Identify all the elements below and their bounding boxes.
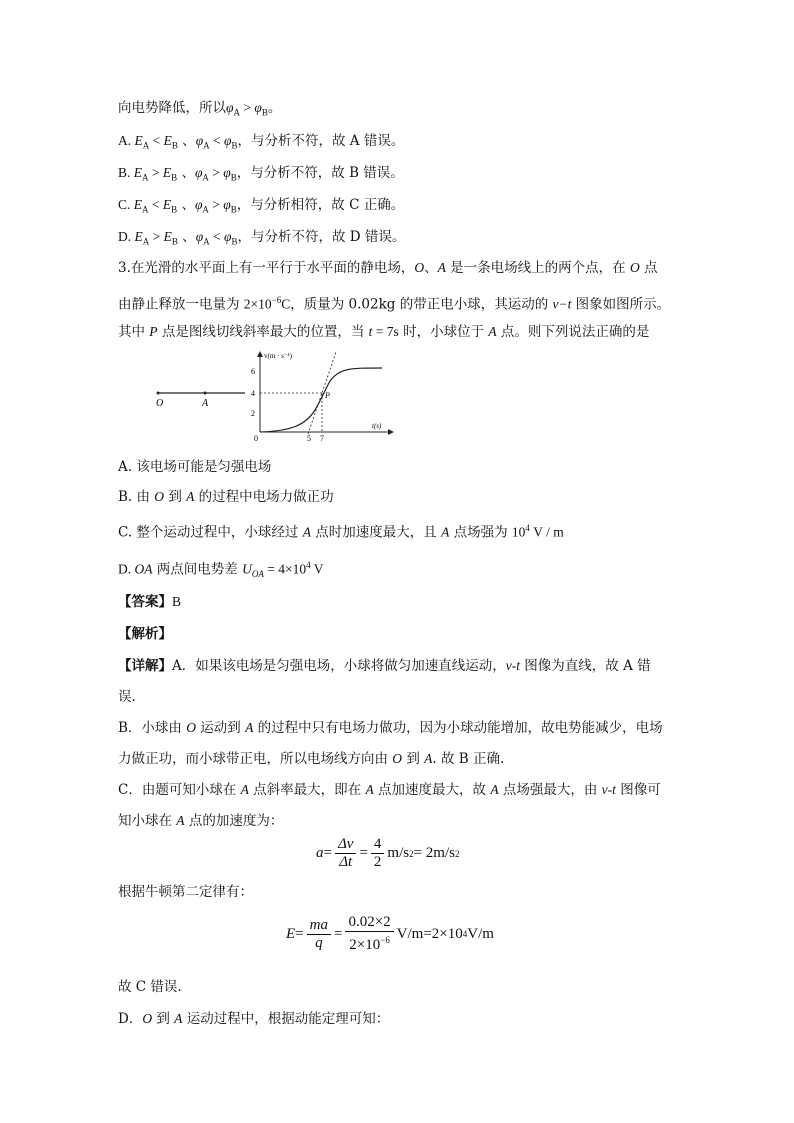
y-tick: 6: [251, 367, 255, 376]
point-label: O: [142, 1011, 153, 1026]
x-tick: 5: [307, 434, 311, 443]
question-line-3: [118, 322, 649, 342]
operator: =: [359, 845, 368, 861]
option-a: [118, 457, 271, 477]
value: = 7s: [372, 324, 399, 339]
text: 知小球在: [118, 813, 177, 829]
label-a: A: [202, 398, 209, 409]
point-label: A: [174, 1011, 183, 1026]
point-label: O: [392, 751, 403, 766]
prev-option-c: [118, 195, 404, 220]
prev-option-d: [118, 227, 405, 252]
point-label: OA: [134, 561, 153, 577]
subscript: B: [231, 140, 238, 151]
text: D．: [118, 1011, 143, 1027]
subscript: B: [230, 172, 237, 183]
subscript: A: [142, 172, 149, 183]
operator: >: [208, 197, 224, 212]
subscript: A: [202, 204, 209, 215]
text: . 故 B 正确.: [432, 751, 505, 767]
unit: C: [281, 296, 291, 312]
operator: >: [148, 165, 163, 180]
E-symbol: E: [163, 229, 172, 244]
denominator: Δt: [339, 854, 353, 870]
vt-label: v-t: [601, 782, 616, 797]
point-label: A: [240, 782, 249, 797]
charge-value: 2×10: [243, 296, 272, 312]
eq-symbol: a: [316, 845, 324, 861]
label: A.: [118, 133, 135, 148]
unit: V: [310, 561, 324, 577]
answer-line: [118, 592, 181, 612]
detail-line-d: [118, 1009, 389, 1029]
exponent: 2: [409, 848, 414, 859]
question-figure: [150, 348, 400, 448]
value: = 4×10: [263, 561, 307, 577]
option-c: [118, 518, 564, 543]
point-a-dot: [204, 392, 207, 395]
y-tick: 2: [251, 409, 255, 418]
exponent: −6: [380, 935, 390, 945]
point-label: A: [365, 782, 374, 797]
text: 点场强最大，由: [498, 782, 602, 798]
text: 点的加速度为：: [184, 813, 284, 829]
denominator: [346, 932, 393, 954]
point-label: O: [186, 720, 196, 735]
point-p-label: P: [325, 391, 330, 400]
x-axis-arrow: [388, 429, 394, 435]
newton-line: [118, 882, 253, 902]
E-symbol: E: [162, 165, 172, 180]
operator: <: [148, 197, 163, 212]
vt-label: v−t: [552, 296, 572, 312]
exponent: 4: [462, 929, 468, 939]
option-d: [118, 555, 323, 584]
text: 故 C 错误.: [118, 979, 182, 995]
detail-line-4: [118, 749, 504, 769]
text: 其中: [118, 324, 150, 340]
text: ，与分析相符，故 C 正确。: [236, 197, 405, 213]
option-b: [118, 487, 334, 507]
label: D.: [118, 561, 135, 577]
text: 、: [424, 260, 438, 276]
conclusion-c: [118, 977, 182, 997]
value: = 2m/s: [413, 845, 455, 861]
text: 运动过程中，根据动能定理可知：: [182, 1011, 390, 1027]
text: ，与分析不符，故 D 错误。: [237, 229, 406, 245]
phi-symbol: φ: [194, 165, 203, 180]
point-label: A: [302, 524, 311, 540]
subscript: B: [171, 236, 178, 247]
y-axis-label: v(m · s⁻¹): [264, 352, 292, 360]
label: B.: [118, 165, 134, 180]
subscript: B: [231, 236, 238, 247]
point-label: A: [245, 720, 254, 735]
point-label: A: [176, 813, 185, 828]
text: 图象如图所示。: [571, 296, 671, 313]
exponent: −6: [271, 295, 282, 305]
label: C.: [118, 197, 134, 212]
subscript: A: [142, 140, 150, 151]
phi-symbol: φ: [223, 165, 231, 180]
text: 点时加速度最大，且: [310, 524, 442, 541]
phi-symbol: φ: [223, 197, 231, 212]
question-line-1: [118, 258, 658, 278]
acceleration-equation: [316, 836, 459, 871]
point-o-dot: [157, 392, 160, 395]
point-label: A: [424, 751, 433, 766]
operator: =: [323, 845, 332, 861]
analysis-heading: [118, 624, 172, 644]
y-tick: 4: [251, 389, 255, 398]
text: 到: [402, 751, 425, 767]
fraction: [371, 836, 385, 871]
numerator: ma: [307, 917, 331, 935]
exponent: 2: [454, 848, 460, 859]
unit: m/s: [387, 845, 410, 861]
analysis-label: 【解析】: [118, 626, 172, 642]
detail-label: 【详解】: [118, 658, 172, 674]
x-axis-label: t(s): [372, 422, 382, 430]
phi-symbol: φ: [224, 133, 232, 148]
prev-option-a: [118, 131, 404, 156]
text: ，质量为 0.02kg 的带正电小球，其运动的: [290, 296, 553, 313]
text: A．如果该电场是匀强电场，小球将做匀加速直线运动，: [172, 658, 506, 674]
x-tick: 7: [320, 434, 324, 443]
operator: >: [208, 165, 224, 180]
text: 由静止释放一电量为: [118, 296, 244, 313]
text: C. 整个运动过程中，小球经过: [118, 524, 303, 541]
exponent: 4: [525, 523, 530, 533]
E-symbol: E: [163, 133, 172, 148]
text: ，与分析不符，故 B 错误。: [236, 165, 404, 181]
detail-line-2: [118, 687, 136, 707]
denominator: q: [315, 934, 323, 951]
text: 力做正功，而小球带正电，所以电场线方向由: [118, 751, 393, 767]
U-symbol: U: [242, 561, 252, 577]
operator: <: [149, 133, 164, 148]
detail-line-3: [118, 718, 663, 738]
point-label: P: [149, 324, 158, 339]
subscript: A: [202, 172, 209, 183]
detail-line-1: [118, 656, 651, 676]
t-symbol: t: [368, 324, 373, 339]
vt-curve: [260, 368, 382, 432]
numerator: 0.02×2: [345, 914, 393, 932]
subscript: B: [171, 204, 178, 215]
value: 10: [511, 524, 526, 540]
phi-symbol: φ: [195, 229, 204, 244]
point-label: A: [488, 324, 497, 339]
text: 3.在光滑的水平面上有一平行于水平面的静电场，: [118, 260, 415, 276]
text: 点: [639, 260, 658, 276]
operator: <: [209, 229, 225, 244]
detail-line-5: [118, 780, 661, 800]
E-symbol: E: [133, 197, 143, 212]
phi-symbol: φ: [254, 100, 262, 115]
text: 点斜率最大，即在: [248, 782, 366, 798]
text: 点是图线切线斜率最大的位置，当: [157, 324, 369, 340]
text: 根据牛顿第二定律有：: [118, 884, 253, 900]
point-label: O: [629, 260, 640, 275]
point-label: A: [441, 524, 450, 540]
value: V/m=2×10: [396, 925, 463, 942]
answer-label: 【答案】: [118, 594, 172, 610]
text: 图像为直线，故 A 错: [520, 658, 651, 674]
text: C．由题可知小球在: [118, 782, 241, 798]
operator: >: [149, 229, 164, 244]
text: 的过程中只有电场力做功，因为小球动能增加，故电势能减少，电场: [253, 720, 663, 736]
text: 点场强为: [449, 524, 512, 541]
detail-line-6: [118, 811, 283, 831]
E-symbol: E: [134, 229, 143, 244]
subscript: B: [171, 140, 178, 151]
fraction: [335, 836, 356, 871]
fraction: [345, 914, 393, 954]
text-line: [118, 98, 281, 123]
text: 是一条电场线上的两个点，在: [445, 260, 630, 276]
operator: <: [209, 133, 225, 148]
numerator: Δv: [335, 836, 356, 854]
text: B．小球由: [118, 720, 187, 736]
phi-symbol: φ: [224, 229, 232, 244]
phi-symbol: φ: [226, 100, 234, 115]
point-label: O: [414, 260, 425, 275]
exponent: 4: [306, 560, 311, 570]
subscript: B: [261, 107, 268, 118]
text: 时，小球位于: [398, 324, 489, 340]
answer-value: B: [172, 594, 182, 609]
denominator-base: 2×10: [349, 937, 381, 953]
operator: =: [295, 925, 304, 942]
label-o: O: [156, 398, 164, 409]
text: 运动到: [195, 720, 246, 736]
point-label: O: [154, 489, 165, 504]
separator: 、: [177, 197, 195, 213]
separator: 、: [177, 165, 195, 181]
E-symbol: E: [162, 197, 172, 212]
vt-label: v-t: [505, 658, 520, 673]
text: 向电势降低，所以: [118, 100, 226, 116]
denominator: 2: [373, 854, 382, 870]
subscript: B: [171, 172, 178, 183]
y-axis-arrow: [257, 351, 263, 357]
E-symbol: E: [134, 133, 143, 148]
text: 到: [152, 1011, 175, 1027]
subscript: A: [233, 107, 240, 118]
origin-label: 0: [254, 434, 258, 443]
subscript: A: [203, 236, 210, 247]
E-symbol: E: [133, 165, 143, 180]
fraction: [307, 917, 331, 952]
text: ，与分析不符，故 A 错误。: [237, 133, 405, 149]
field-equation: [286, 914, 494, 954]
point-label: A: [490, 782, 499, 797]
subscript: B: [230, 204, 237, 215]
text: 到: [164, 489, 187, 505]
question-line-2: [118, 290, 670, 315]
text: 的过程中电场力做正功: [194, 489, 334, 505]
option-text: A. 该电场可能是匀强电场: [118, 459, 272, 475]
text: 点。则下列说法正确的是: [496, 324, 650, 340]
subscript: A: [142, 236, 150, 247]
separator: 、: [177, 229, 196, 245]
numerator: 4: [371, 836, 385, 854]
subscript: A: [142, 204, 149, 215]
operator: =: [333, 925, 343, 942]
point-label: A: [186, 489, 195, 504]
text: 两点间电势差: [152, 561, 243, 578]
phi-symbol: φ: [194, 197, 203, 212]
separator: 、: [177, 133, 196, 149]
operator: >: [239, 100, 255, 115]
subscript: OA: [251, 569, 264, 580]
text: 点加速度最大，故: [373, 782, 491, 798]
text: 图像可: [615, 782, 661, 798]
text: B. 由: [118, 489, 155, 505]
subscript: A: [203, 140, 210, 151]
text: 。: [267, 100, 282, 116]
text: 误.: [118, 689, 136, 705]
prev-option-b: [118, 163, 404, 188]
label: D.: [118, 229, 135, 244]
eq-symbol: E: [286, 925, 296, 942]
unit: V / m: [529, 524, 564, 540]
point-label: A: [437, 260, 446, 275]
phi-symbol: φ: [195, 133, 204, 148]
unit: V/m: [467, 925, 494, 942]
